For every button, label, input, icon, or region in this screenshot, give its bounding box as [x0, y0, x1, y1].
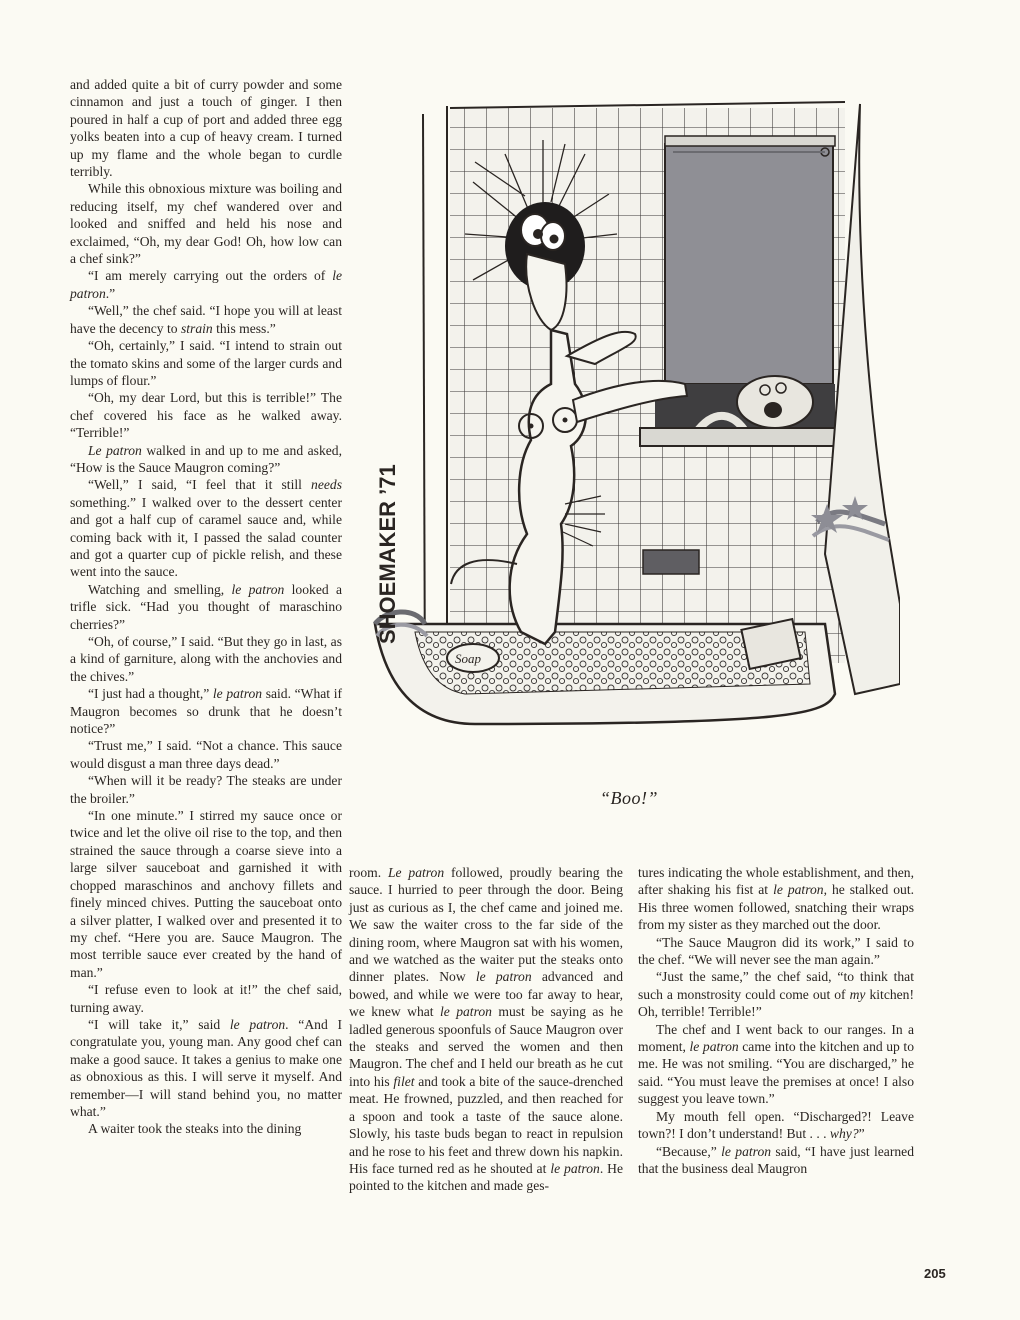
text-run: walked in and up to me and asked, “How is the Sauce Maugron coming?” — [70, 442, 342, 475]
text-run: “Well,” the chef said. “I hope you will at least have the decency to — [70, 303, 342, 336]
italic-text: le patron — [475, 969, 532, 985]
text-run: “The Sauce Maugron did its work,” I said to the chef. “We will never see the man again.” — [638, 934, 914, 968]
text-run: , he stalked out. His three women followed, snatching their wraps from my sister as they marched out the door. — [638, 882, 914, 933]
text-run: kitchen! Oh, terrible! Terrible!” — [638, 986, 915, 1020]
article-paragraph — [70, 267, 342, 302]
text-run: “Just the same,” the chef said, “to think that such a monstrosity could come out of — [638, 969, 914, 1002]
text-run: looked a trifle sick. “Had you thought of maraschino cherries?” — [70, 581, 342, 632]
article-paragraph — [70, 180, 342, 267]
italic-text: le patron — [689, 1039, 739, 1055]
text-run: something.” I walked over to the dessert center and got a half cup of caramel sauce and, while coming back with it, I passed the salad counter and got a quarter cup of pickle relish, and these went into the sauce. — [70, 494, 342, 580]
text-run: said, “I have just learned that the business deal Maugron — [638, 1143, 914, 1176]
article-paragraph — [70, 581, 342, 633]
text-column-middle — [349, 864, 623, 1195]
text-column-left — [70, 76, 342, 1138]
text-run: must be saying as he ladled generous spoonfuls of Sauce Maugron over the steaks and served the women and then Maugron. The chef and I held our breath as he cut into his — [349, 1004, 623, 1089]
italic-text: le patron — [439, 1004, 492, 1020]
article-paragraph — [349, 864, 623, 1195]
italic-text: filet — [393, 1073, 415, 1089]
cartoon-caption: “Boo!” — [600, 788, 659, 808]
article-paragraph — [638, 968, 914, 1020]
text-run: My mouth fell open. “Discharged?! Leave town?! I don’t understand! But . . . — [638, 1108, 914, 1142]
italic-text: le patron — [773, 882, 824, 898]
article-paragraph — [70, 633, 342, 685]
italic-text: strain — [180, 320, 213, 336]
text-run: “I refuse even to look at it!” the chef said, turning away. — [70, 982, 342, 1015]
text-run: came into the kitchen and up to me. He was not smiling. “You are discharged,” he said. “You must leave the premises at once! I also suggest you leave town.” — [638, 1039, 914, 1107]
text-run: advanced and bowed, and while we were too far away to hear, we knew what — [349, 969, 623, 1020]
italic-text: le patron — [70, 268, 342, 301]
article-paragraph — [70, 337, 342, 389]
text-run: “I will take it,” said — [88, 1016, 230, 1032]
article-paragraph — [70, 685, 342, 737]
soap-label: Soap — [455, 651, 481, 666]
text-run: “I am merely carrying out the orders of — [88, 268, 333, 284]
text-run: “I just had a thought,” — [88, 686, 213, 702]
text-run: “Oh, certainly,” I said. “I intend to strain out the tomato skins and some of the larger curds and lumps of flour.” — [70, 338, 342, 388]
text-run: and added quite a bit of curry powder and some cinnamon and just a touch of ginger. I then poured in half a cup of port and added three egg yolks beaten into a cup of heavy cream. I turned up my flame and the whole began to curdle terribly. — [70, 77, 342, 180]
article-paragraph — [70, 76, 342, 180]
italic-text: why? — [829, 1126, 859, 1142]
article-paragraph — [70, 1016, 342, 1120]
article-paragraph — [70, 476, 342, 580]
italic-text: le patron — [229, 1016, 286, 1032]
text-run: “When will it be ready? The steaks are under the broiler.” — [70, 773, 342, 806]
page-number: 205 — [924, 1266, 946, 1281]
article-paragraph — [638, 864, 914, 934]
article-paragraph — [70, 302, 342, 337]
article-paragraph — [70, 1120, 342, 1137]
article-paragraph — [638, 1108, 914, 1143]
text-run: A waiter took the steaks into the dining — [88, 1121, 302, 1137]
text-run: “Oh, of course,” I said. “But they go in last, as a kind of garniture, along with the anchovies and the chives.” — [70, 634, 342, 684]
bathtub — [375, 612, 835, 724]
article-paragraph — [70, 442, 342, 477]
article-paragraph — [70, 772, 342, 807]
text-run: tures indicating the whole establishment, and then, after shaking his fist at — [638, 865, 914, 898]
italic-text: le patron — [212, 686, 263, 702]
article-paragraph — [70, 737, 342, 772]
article-paragraph — [70, 389, 342, 441]
text-run: . He pointed to the kitchen and made ges- — [349, 1160, 623, 1194]
text-run: room. — [349, 865, 388, 880]
text-run: and took a bite of the sauce-drenched meat. He frowned, puzzled, and then reached for a spoon and took a taste of the sauce alone. Slowly, his taste buds began to react in repulsion and he rose to his feet and threw down his napkin. His face turned red as he shouted at — [349, 1073, 624, 1176]
italic-text: my — [849, 986, 866, 1002]
soap-dish — [643, 550, 699, 574]
article-paragraph — [70, 807, 342, 981]
text-run: While this obnoxious mixture was boiling and reducing itself, my chef wandered over and looked and sniffed and held his nose and exclaimed, “Oh, my dear God! Oh, how low can a chef sink?” — [70, 181, 342, 267]
text-run: . “And I congratulate you, young man. Any good chef can make a good sauce. It takes a genius to make one as obnoxious as this. I will serve it myself. And remember—I will stand behind you, no matter what.” — [70, 1016, 342, 1119]
text-run: ” — [858, 1126, 865, 1142]
italic-text: Le patron — [387, 865, 445, 880]
article-paragraph — [638, 1021, 914, 1108]
text-run: The chef and I went back to our ranges. In a moment, — [638, 1021, 914, 1055]
text-run: “Trust me,” I said. “Not a chance. This sauce would disgust a man three days dead.” — [70, 738, 342, 771]
italic-text: needs — [311, 477, 342, 493]
article-paragraph — [638, 1143, 914, 1178]
article-paragraph — [638, 934, 914, 969]
text-run: .” — [105, 285, 116, 301]
text-column-right — [638, 864, 914, 1177]
text-run: said. “What if Maugron becomes so drunk that he doesn’t notice?” — [70, 686, 343, 737]
article-paragraph — [70, 981, 342, 1016]
text-run: “Oh, my dear Lord, but this is terrible!” The chef covered his face as he walked away. “Terrible!” — [70, 390, 342, 441]
text-run: followed, proudly bearing the sauce. I hurried to peer through the door. Being just as curious as I, the chef came and joined me. We saw the waiter cross to the far side of the dining room, where Maugron sat with his women, and we watched as the waiter put the steaks onto dinner plates. Now — [349, 865, 623, 985]
text-run: Watching and smelling, — [88, 581, 232, 597]
italic-text: Le patron — [88, 442, 142, 458]
text-run: “Because,” — [656, 1143, 722, 1159]
italic-text: le patron — [721, 1143, 772, 1159]
italic-text: le patron — [550, 1160, 600, 1176]
text-run: “In one minute.” I stirred my sauce once or twice and let the olive oil rise to the top, and then strained the sauce through a coarse sieve into a large silver sauceboat and garnished it with chopped maraschinos and anchovy fillets and finely minced chives. Putting the sauceboat onto a silver platter, I walked over and presented it to my chef. “Here you are. Sauce Maugron. The most terrible sauce ever created by the hand of man.” — [70, 808, 342, 980]
cartoon-illustration — [355, 84, 900, 814]
window-blind — [665, 136, 835, 384]
artist-signature: SHOEMAKER ’71 — [375, 464, 400, 644]
text-run: “Well,” I said, “I feel that it still — [88, 477, 312, 493]
italic-text: le patron — [231, 581, 285, 597]
text-run: this mess.” — [212, 320, 276, 336]
